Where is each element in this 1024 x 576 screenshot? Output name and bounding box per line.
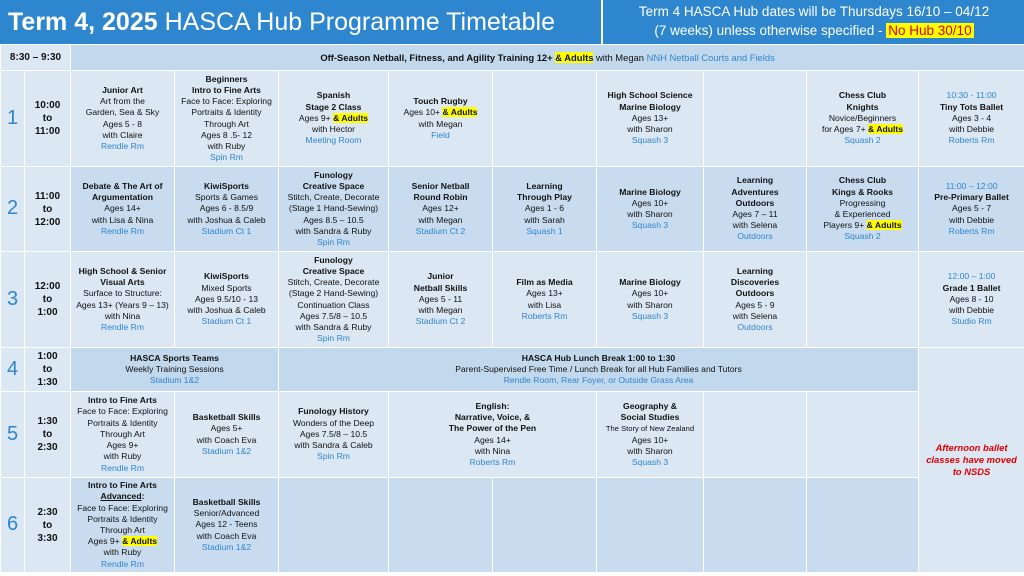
class-detail: Ages 5 - 8 bbox=[102, 118, 143, 129]
class-title: KiwiSports bbox=[204, 271, 249, 282]
class-title: Creative Space bbox=[302, 265, 365, 276]
class-room: Rendle Rm bbox=[101, 140, 144, 151]
header-divider bbox=[601, 0, 603, 44]
class-cell bbox=[389, 252, 493, 348]
class-room: Spin Rm bbox=[210, 152, 243, 163]
empty-slot bbox=[807, 478, 919, 573]
age-line bbox=[73, 536, 172, 547]
time-line: 11:00 bbox=[34, 190, 61, 202]
header-bar bbox=[0, 0, 1024, 44]
class-detail: Ages 12+ bbox=[422, 203, 459, 214]
class-room: Spin Rm bbox=[317, 451, 350, 462]
class-cell bbox=[175, 71, 279, 167]
session-number: 3 bbox=[1, 252, 25, 348]
class-title: HASCA Sports Teams bbox=[130, 352, 219, 363]
class-detail: with Megan bbox=[418, 214, 463, 225]
session-time bbox=[25, 392, 71, 478]
empty-slot bbox=[704, 478, 807, 573]
class-title: Learning bbox=[736, 265, 774, 276]
class-time: 11:00 – 12:00 bbox=[945, 180, 998, 191]
class-detail: with Megan bbox=[418, 305, 463, 316]
class-detail: Portraits & Identity bbox=[87, 513, 158, 524]
class-detail: Ages 5 - 9 bbox=[735, 299, 775, 310]
session-time: 8:30 – 9:30 bbox=[1, 45, 71, 71]
class-cell bbox=[71, 167, 175, 252]
class-room: Roberts Rm bbox=[521, 310, 568, 321]
adults-highlight: & Adults bbox=[122, 536, 158, 547]
banner-title: Off-Season Netball, Fitness, and Agility Training 12+ bbox=[320, 51, 553, 63]
session-number: 4 bbox=[1, 348, 25, 392]
class-cell bbox=[704, 252, 807, 348]
class-detail: with Ruby bbox=[103, 547, 142, 558]
time-line: 2:30 bbox=[37, 442, 58, 453]
class-detail: Through Art bbox=[100, 525, 145, 535]
class-detail: Ages 12 - Teens bbox=[195, 519, 258, 530]
class-detail: with Claire bbox=[102, 129, 143, 140]
class-detail: with Joshua & Caleb bbox=[187, 214, 266, 225]
class-title: Marine Biology bbox=[619, 277, 681, 288]
class-detail: Ages 10+ bbox=[631, 434, 669, 445]
class-detail: Ages 10+ bbox=[631, 288, 669, 299]
class-title: Pre-Primary Ballet bbox=[934, 192, 1009, 203]
banner-room: NNH Netball Courts and Fields bbox=[646, 51, 775, 63]
class-cell bbox=[279, 71, 389, 167]
class-detail: Portraits & Identity bbox=[191, 107, 262, 118]
class-room: Stadium Ct 1 bbox=[201, 225, 252, 236]
adults-highlight: & Adults bbox=[555, 51, 594, 63]
class-detail: with Sharon bbox=[627, 445, 673, 456]
session-number: 5 bbox=[1, 392, 25, 478]
class-cell bbox=[597, 167, 704, 252]
class-title: Spanish bbox=[316, 90, 351, 101]
class-detail: Ages 9+ bbox=[106, 440, 139, 451]
class-cell bbox=[175, 167, 279, 252]
class-detail: Continuation Class bbox=[297, 299, 370, 310]
class-title: Outdoors bbox=[735, 197, 775, 208]
class-cell bbox=[597, 71, 704, 167]
class-title: Tiny Tots Ballet bbox=[939, 101, 1004, 112]
class-title: Intro to Fine Arts bbox=[192, 84, 261, 95]
class-room: Squash 3 bbox=[631, 456, 669, 467]
class-title: Debate & The Art of bbox=[82, 180, 163, 191]
class-title: Netball Skills bbox=[413, 282, 468, 293]
class-cell bbox=[71, 71, 175, 167]
class-detail: Progressing bbox=[839, 197, 886, 208]
class-detail: Face to Face: Exploring bbox=[77, 502, 168, 513]
class-detail: Stitch, Create, Decorate bbox=[287, 192, 380, 203]
class-detail: Ages 13+ (Years 9 – 13) bbox=[76, 299, 169, 310]
netball-training-banner bbox=[71, 45, 1024, 71]
class-room: Stadium Ct 2 bbox=[415, 225, 466, 236]
class-room: Rendle Rm bbox=[101, 225, 144, 236]
class-detail: Surface to Structure: bbox=[83, 288, 162, 299]
no-hub-badge: No Hub 30/10 bbox=[888, 23, 972, 38]
time-line: 1:00 bbox=[37, 351, 58, 362]
class-detail: Ages 14+ bbox=[104, 203, 141, 214]
class-title: Kings & Rooks bbox=[831, 186, 894, 197]
class-title-advanced: Advanced bbox=[100, 491, 142, 502]
class-title: Junior bbox=[427, 271, 454, 282]
class-detail: Through Art bbox=[100, 428, 145, 439]
time-line: 1:00 bbox=[37, 307, 58, 318]
class-time: 10:30 - 11:00 bbox=[946, 90, 997, 101]
class-detail: Ages 9.5/10 - 13 bbox=[194, 293, 259, 304]
class-room: Rendle Rm bbox=[101, 321, 144, 332]
empty-slot bbox=[597, 478, 704, 573]
class-title: Junior Art bbox=[102, 84, 143, 95]
class-room: Squash 2 bbox=[844, 231, 881, 242]
class-detail: with Ruby bbox=[103, 451, 142, 462]
class-detail: with Debbie bbox=[949, 214, 995, 225]
age-line bbox=[809, 220, 916, 231]
timetable bbox=[0, 44, 1024, 573]
class-room: Stadium Ct 2 bbox=[415, 316, 466, 327]
class-time: 12:00 – 1:00 bbox=[947, 271, 996, 282]
age-text: Ages 9+ bbox=[298, 112, 334, 123]
time-line: to bbox=[42, 203, 53, 215]
class-detail: with Ruby bbox=[207, 140, 246, 151]
class-room: Spin Rm bbox=[317, 237, 350, 247]
class-title bbox=[73, 491, 172, 502]
class-detail: with Sharon bbox=[627, 209, 673, 219]
class-room: Field bbox=[431, 129, 450, 140]
session-number: 6 bbox=[1, 478, 25, 573]
class-detail: Ages 8 .5- 12 bbox=[200, 129, 253, 140]
note-line-2-text: (7 weeks) unless otherwise specified - bbox=[654, 23, 887, 38]
class-room: Studio Rm bbox=[951, 316, 992, 327]
class-detail: Ages 5 - 11 bbox=[418, 293, 463, 304]
class-detail: with Hector bbox=[312, 124, 355, 135]
class-detail: Novice/Beginners bbox=[828, 112, 897, 123]
class-title: Touch Rugby bbox=[413, 96, 468, 107]
class-detail: Ages 13+ bbox=[526, 288, 563, 299]
class-room: Squash 3 bbox=[631, 220, 669, 231]
banner-tutor: with Megan bbox=[593, 51, 647, 63]
class-room: Stadium 1&2 bbox=[201, 541, 252, 552]
class-cell bbox=[597, 392, 704, 478]
age-line bbox=[809, 124, 916, 135]
class-detail: Ages 1 - 6 bbox=[524, 203, 565, 214]
session-time bbox=[25, 252, 71, 348]
class-detail: Ages 14+ bbox=[474, 434, 511, 445]
class-detail: with Coach Eva bbox=[196, 434, 257, 445]
time-line: 11:00 bbox=[34, 126, 61, 137]
class-title: Funology bbox=[314, 254, 353, 265]
empty-slot bbox=[493, 71, 597, 167]
class-cell bbox=[175, 252, 279, 348]
class-room: Squash 3 bbox=[631, 310, 669, 321]
class-cell bbox=[919, 252, 1024, 348]
class-detail: Senior/Advanced bbox=[193, 508, 260, 519]
class-title: Funology bbox=[314, 169, 353, 180]
class-room: Squash 3 bbox=[631, 135, 669, 146]
class-room: Rendle Room, Rear Foyer, or Outside Grass Area bbox=[503, 375, 694, 386]
class-cell bbox=[175, 478, 279, 573]
class-detail: Ages 7 – 11 bbox=[732, 209, 778, 219]
class-detail: Ages 3 - 4 bbox=[951, 112, 992, 123]
class-detail: Ages 13+ bbox=[631, 112, 669, 123]
class-detail: with Joshua & Caleb bbox=[187, 305, 266, 316]
empty-slot bbox=[807, 252, 919, 348]
class-detail: Ages 5+ bbox=[210, 423, 243, 434]
class-title: Beginners bbox=[205, 73, 248, 84]
class-cell bbox=[71, 478, 175, 573]
time-line: 1:30 bbox=[37, 377, 58, 388]
class-title: Geography & bbox=[623, 400, 677, 411]
session-row bbox=[1, 478, 1024, 573]
class-detail: with Nina bbox=[104, 310, 141, 321]
session-row bbox=[1, 252, 1024, 348]
class-title: Grade 1 Ballet bbox=[942, 282, 1001, 293]
empty-slot bbox=[493, 478, 597, 573]
session-time bbox=[25, 167, 71, 252]
time-line: to bbox=[42, 294, 53, 305]
session-row bbox=[1, 392, 1024, 478]
class-room: Roberts Rm bbox=[469, 456, 516, 467]
class-detail: Ages 5 - 7 bbox=[951, 203, 992, 214]
class-cell bbox=[919, 71, 1024, 167]
empty-slot bbox=[279, 478, 389, 573]
class-title: Visual Arts bbox=[100, 277, 145, 288]
class-detail: with Selena bbox=[732, 310, 778, 321]
class-title: Chess Club bbox=[838, 175, 887, 186]
adults-highlight: & Adults bbox=[868, 124, 904, 135]
sports-teams-cell bbox=[71, 348, 279, 392]
session-number: 1 bbox=[1, 71, 25, 167]
class-title: Stage 2 Class bbox=[305, 101, 362, 112]
class-title-suffix: : bbox=[141, 491, 145, 502]
class-title: Intro to Fine Arts bbox=[88, 395, 157, 406]
class-title: Marine Biology bbox=[619, 186, 681, 197]
session-number: 2 bbox=[1, 167, 25, 252]
class-detail: Sports & Games bbox=[194, 192, 259, 203]
class-subtitle: The Story of New Zealand bbox=[605, 424, 695, 434]
class-cell bbox=[493, 252, 597, 348]
session-row bbox=[1, 71, 1024, 167]
age-text: Players 9+ bbox=[823, 220, 867, 231]
class-title: The Power of the Pen bbox=[448, 423, 537, 434]
age-line bbox=[391, 107, 490, 118]
title-rest: HASCA Hub Programme Timetable bbox=[157, 8, 556, 36]
class-detail: with Sarah bbox=[524, 214, 565, 225]
class-title: Chess Club bbox=[838, 90, 887, 101]
page-title bbox=[8, 0, 555, 44]
time-line: 1:30 bbox=[37, 416, 58, 427]
class-detail: Garden, Sea & Sky bbox=[85, 107, 160, 118]
class-detail: (Stage 2 Hand-Sewing) bbox=[288, 288, 379, 299]
session-time bbox=[25, 478, 71, 573]
class-room: Roberts Rm bbox=[948, 135, 995, 146]
class-room: Stadium 1&2 bbox=[201, 445, 252, 456]
class-cell bbox=[389, 167, 493, 252]
class-cell bbox=[807, 167, 919, 252]
class-detail: with Selena bbox=[732, 220, 778, 231]
class-room: Rendle Rm bbox=[101, 462, 144, 473]
class-detail: Ages 6 - 8.5/9 bbox=[199, 203, 254, 214]
class-detail: with Debbie bbox=[949, 124, 995, 135]
class-title: Intro to Fine Arts bbox=[88, 480, 157, 491]
class-title: KiwiSports bbox=[204, 180, 249, 191]
class-title: Basketball Skills bbox=[192, 496, 261, 507]
class-detail: with Megan bbox=[418, 118, 463, 129]
class-detail: with Sharon bbox=[627, 299, 673, 310]
class-cell bbox=[389, 392, 597, 478]
class-cell bbox=[71, 392, 175, 478]
class-room: Roberts Rm bbox=[948, 225, 995, 236]
class-detail: Face to Face: Exploring bbox=[181, 96, 272, 107]
age-text: for Ages 7+ bbox=[821, 124, 869, 135]
class-detail: Portraits & Identity bbox=[87, 417, 158, 428]
title-term: Term 4, 2025 bbox=[8, 8, 158, 36]
lunch-break-cell bbox=[279, 348, 919, 392]
note-line-1: Term 4 HASCA Hub dates will be Thursdays 16/10 – 04/12 bbox=[638, 4, 990, 19]
adults-highlight: & Adults bbox=[442, 107, 478, 118]
header-note bbox=[606, 2, 1022, 40]
class-detail: with Lisa bbox=[527, 299, 562, 310]
class-room: Stadium 1&2 bbox=[149, 375, 200, 386]
adults-highlight: & Adults bbox=[866, 220, 902, 231]
lunch-row bbox=[1, 348, 1024, 392]
class-detail: Ages 8 - 10 bbox=[949, 293, 994, 304]
class-cell bbox=[704, 167, 807, 252]
class-title: High School Science bbox=[607, 90, 693, 101]
class-title: Argumentation bbox=[91, 192, 154, 203]
class-room: Squash 1 bbox=[526, 225, 563, 236]
class-title: Senior Netball bbox=[411, 180, 470, 191]
class-title: Funology History bbox=[298, 406, 369, 417]
class-title: Social Studies bbox=[620, 412, 680, 423]
class-title: Adventures bbox=[731, 186, 779, 197]
class-title: Narrative, Voice, & bbox=[454, 412, 531, 423]
class-room: Meeting Room bbox=[305, 135, 362, 146]
ballet-note: Afternoon ballet classes have moved to NSDS bbox=[926, 442, 1017, 477]
class-detail: Wonders of the Deep bbox=[292, 417, 375, 428]
class-detail: Face to Face: Exploring bbox=[77, 406, 168, 417]
class-detail: Ages 7.5/8 – 10.5 bbox=[299, 428, 368, 439]
class-cell bbox=[389, 71, 493, 167]
note-line-2 bbox=[606, 21, 1022, 40]
class-cell bbox=[175, 392, 279, 478]
class-title: Discoveries bbox=[730, 277, 780, 288]
class-title: Round Robin bbox=[413, 192, 468, 203]
class-detail: Weekly Training Sessions bbox=[125, 363, 224, 374]
class-detail: & Experienced bbox=[834, 209, 891, 219]
time-line: to bbox=[42, 364, 53, 375]
class-detail: Ages 7.5/8 – 10.5 bbox=[299, 310, 368, 321]
class-detail: with Coach Eva bbox=[196, 530, 257, 541]
class-room: Spin Rm bbox=[317, 333, 350, 344]
class-title: Learning bbox=[736, 175, 774, 186]
class-detail: Parent-Supervised Free Time / Lunch Break for all Hub Families and Tutors bbox=[455, 363, 742, 374]
class-detail: Art from the bbox=[100, 96, 145, 107]
class-cell bbox=[807, 71, 919, 167]
class-room: Stadium Ct 1 bbox=[201, 316, 252, 327]
time-line: to bbox=[42, 429, 53, 440]
class-room: Squash 2 bbox=[844, 135, 881, 146]
time-line: 10:00 bbox=[34, 100, 61, 111]
ballet-note-cell bbox=[919, 348, 1024, 573]
class-title: Creative Space bbox=[302, 180, 365, 191]
class-detail: Stitch, Create, Decorate bbox=[287, 277, 380, 288]
empty-slot bbox=[807, 392, 919, 478]
class-detail: with Debbie bbox=[949, 305, 995, 316]
adults-highlight: & Adults bbox=[333, 112, 369, 123]
class-title: Marine Biology bbox=[619, 101, 681, 112]
class-detail: with Sharon bbox=[627, 124, 673, 135]
session-time bbox=[25, 348, 71, 392]
class-cell bbox=[279, 167, 389, 252]
class-detail: with Lisa & Nina bbox=[91, 214, 154, 225]
age-text: Ages 10+ bbox=[403, 107, 443, 118]
empty-slot bbox=[704, 392, 807, 478]
age-line bbox=[281, 113, 386, 124]
class-detail: Mixed Sports bbox=[201, 282, 252, 293]
class-title: HASCA Hub Lunch Break 1:00 to 1:30 bbox=[521, 352, 676, 363]
class-detail: with Sandra & Ruby bbox=[295, 225, 372, 236]
class-cell bbox=[279, 252, 389, 348]
time-line: 12:00 bbox=[34, 216, 61, 228]
class-room: Outdoors bbox=[737, 231, 773, 242]
time-line: to bbox=[42, 519, 53, 531]
class-detail: Ages 8.5 – 10.5 bbox=[303, 214, 364, 225]
class-detail: with Nina bbox=[474, 445, 511, 456]
class-cell bbox=[597, 252, 704, 348]
class-title: Knights bbox=[846, 101, 879, 112]
class-detail: (Stage 1 Hand-Sewing) bbox=[288, 203, 379, 214]
class-title: Through Play bbox=[517, 192, 572, 203]
class-cell bbox=[71, 252, 175, 348]
class-title: Film as Media bbox=[516, 277, 573, 288]
class-detail: Ages 10+ bbox=[631, 197, 669, 208]
time-line: to bbox=[42, 113, 53, 124]
class-cell bbox=[279, 392, 389, 478]
time-line: 12:00 bbox=[34, 281, 61, 292]
class-title: High School & Senior bbox=[78, 265, 167, 276]
session-time bbox=[25, 71, 71, 167]
time-line: 3:30 bbox=[37, 532, 58, 544]
age-text: Ages 9+ bbox=[87, 536, 123, 547]
class-detail: Through Art bbox=[204, 118, 249, 129]
class-title: Outdoors bbox=[735, 288, 775, 299]
class-room: Rendle Rm bbox=[101, 558, 144, 569]
class-title: Learning bbox=[526, 180, 563, 191]
class-title: English: bbox=[475, 400, 510, 411]
class-detail: with Sandra & Ruby bbox=[295, 321, 372, 332]
class-room: Outdoors bbox=[737, 321, 773, 332]
empty-slot bbox=[704, 71, 807, 167]
class-cell bbox=[919, 167, 1024, 252]
class-title: Basketball Skills bbox=[192, 412, 261, 423]
empty-slot bbox=[389, 478, 493, 573]
row-early bbox=[1, 45, 1024, 71]
class-cell bbox=[493, 167, 597, 252]
time-line: 2:30 bbox=[37, 506, 58, 518]
session-row bbox=[1, 167, 1024, 252]
class-detail: with Sandra & Caleb bbox=[294, 440, 373, 451]
